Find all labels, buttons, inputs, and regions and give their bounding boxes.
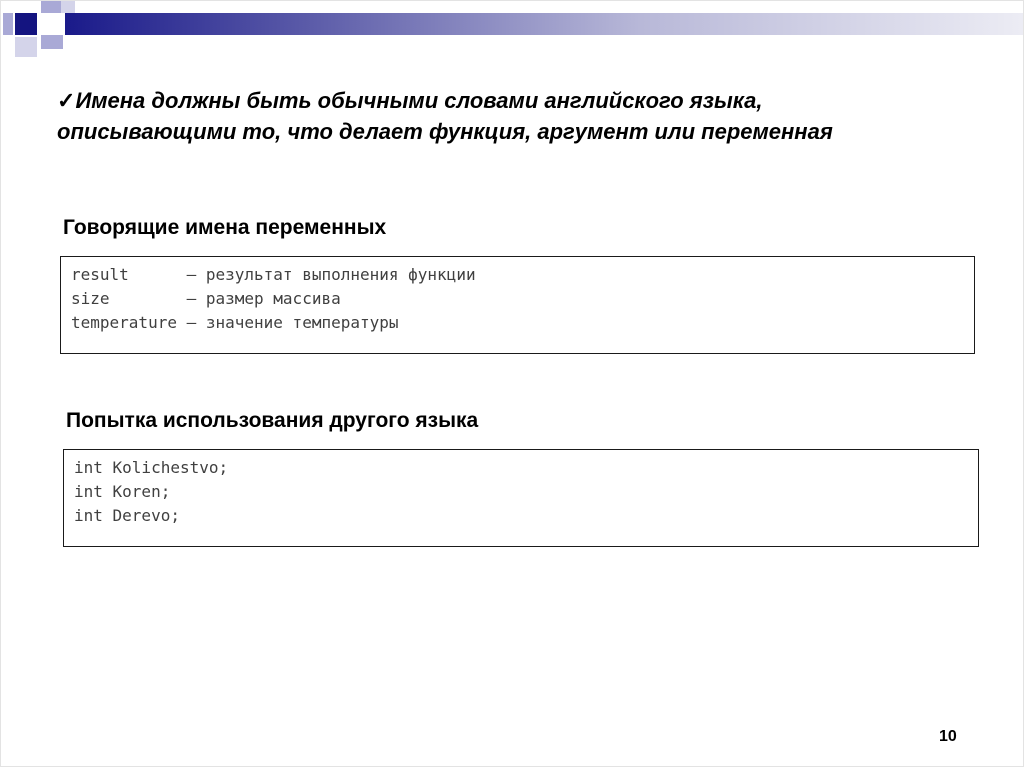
header-square-navy: [15, 13, 37, 35]
code-line: int Kolichestvo;: [74, 458, 229, 477]
header-gradient-bar: [65, 13, 1023, 35]
check-icon: ✓: [57, 88, 76, 113]
header-square-pale: [61, 1, 75, 13]
page-number: 10: [939, 728, 957, 745]
intro-bullet: [57, 85, 987, 147]
bullet-text-line2: описывающими то, что делает функция, аргумент или переменная: [57, 119, 833, 144]
code-line: int Derevo;: [74, 506, 180, 525]
bullet-text-line1: Имена должны быть обычными словами английского языка,: [75, 88, 763, 113]
header-square-lavender: [41, 1, 63, 13]
code-line: int Koren;: [74, 482, 171, 501]
code-line: result – результат выполнения функции: [71, 265, 476, 284]
section-heading-meaningful-names: Говорящие имена переменных: [63, 216, 387, 239]
code-line: temperature – значение температуры: [71, 313, 399, 332]
header-square-lavender: [41, 35, 63, 49]
section-heading-other-language: Попытка использования другого языка: [66, 409, 479, 432]
code-line: size – размер массива: [71, 289, 341, 308]
header-square-pale: [15, 37, 37, 57]
header-square-lavender: [3, 13, 13, 35]
code-box-meaningful-names: [60, 256, 975, 354]
code-box-other-language: [63, 449, 979, 547]
